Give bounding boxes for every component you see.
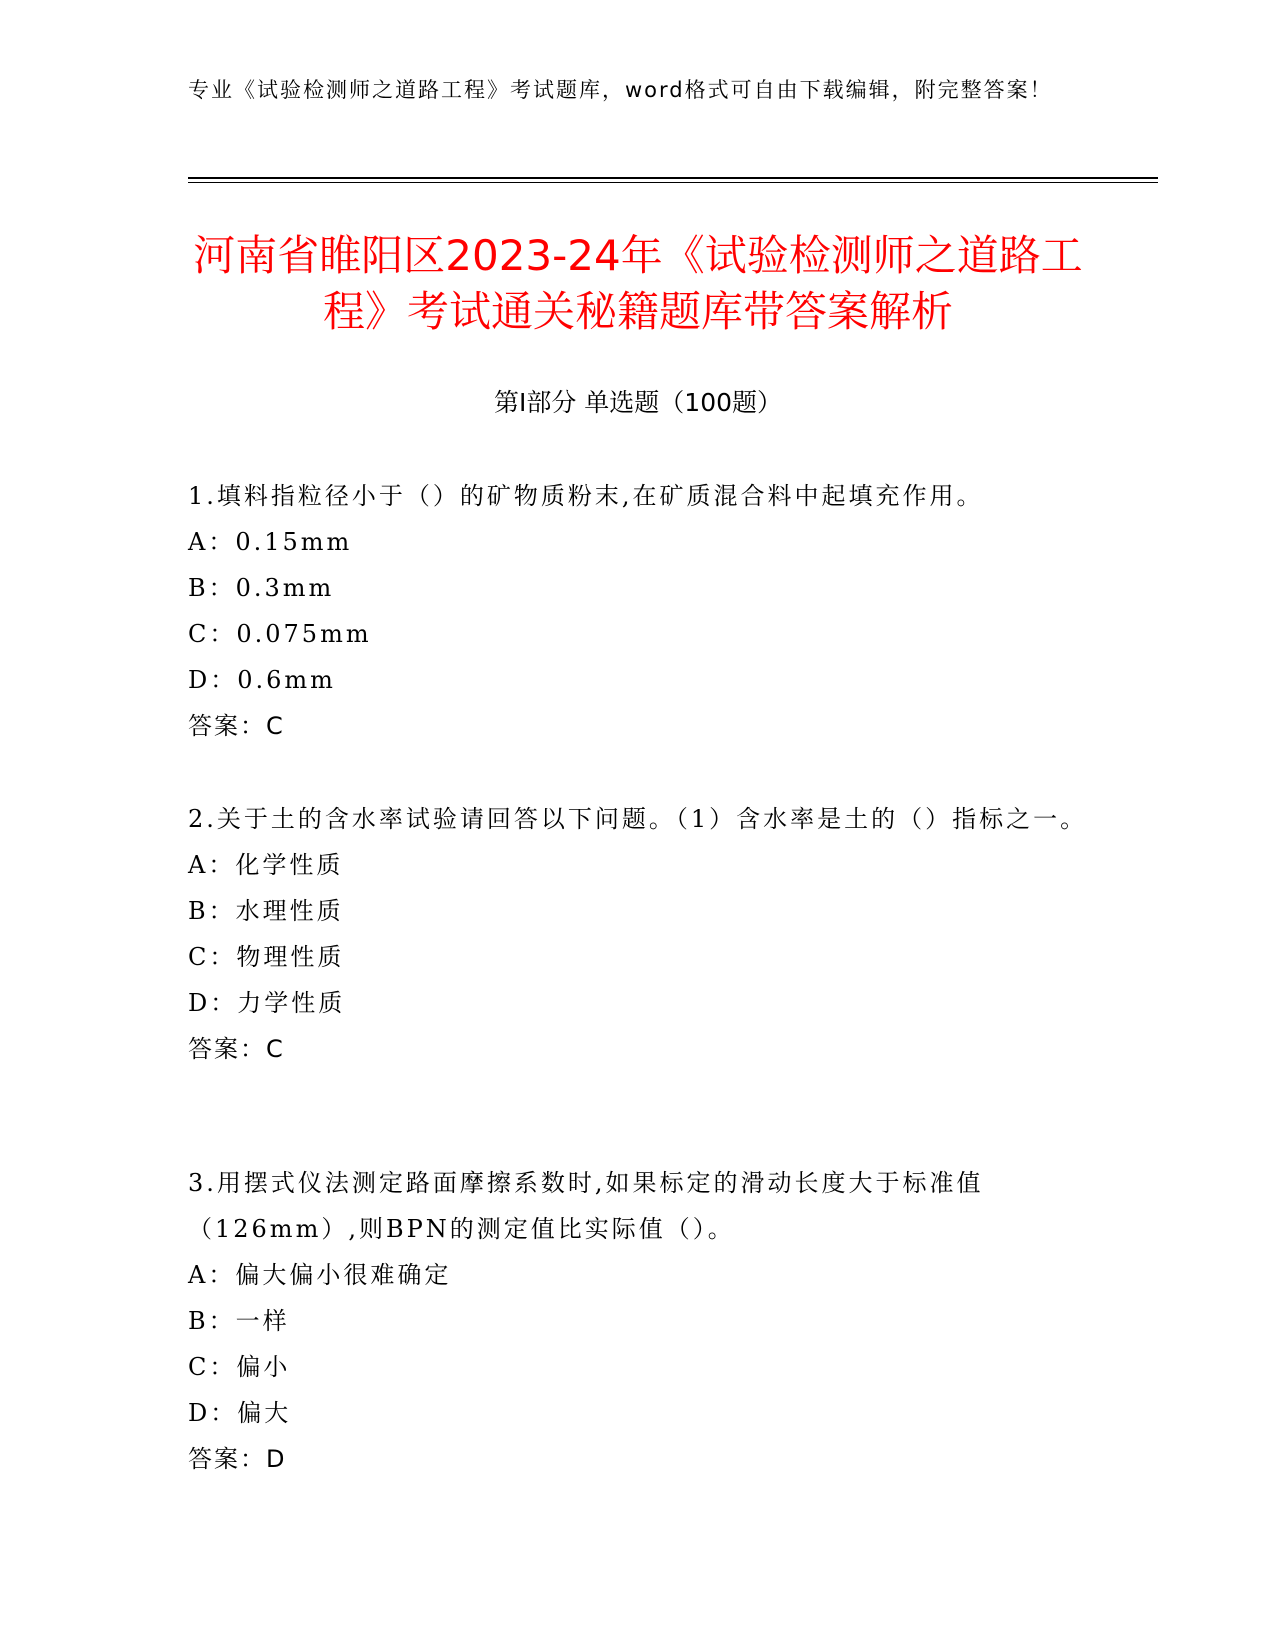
option-c: C：0.075mm — [188, 620, 372, 648]
question-stem: 1.填料指粒径小于（）的矿物质粉末,在矿质混合料中起填充作用。 — [188, 482, 984, 510]
option-b: B：0.3mm — [188, 574, 335, 602]
question-stem: 2.关于土的含水率试验请回答以下问题。（1）含水率是土的（）指标之一。 — [188, 805, 1088, 833]
option-a: A：偏大偏小很难确定 — [188, 1261, 452, 1289]
option-d: D：偏大 — [188, 1399, 292, 1427]
option-d: D：力学性质 — [188, 989, 346, 1017]
option-c: C：偏小 — [188, 1353, 291, 1381]
option-a: A：化学性质 — [188, 851, 344, 879]
header-note: 专业《试验检测师之道路工程》考试题库，word格式可自由下载编辑，附完整答案！ — [188, 78, 1053, 102]
document-title: 河南省睢阳区2023-24年《试验检测师之道路工程》考试通关秘籍题库带答案解析 — [193, 231, 1083, 336]
answer: 答案：C — [188, 712, 285, 740]
option-a: A：0.15mm — [188, 528, 353, 556]
header-divider-thick — [188, 177, 1158, 179]
answer: 答案：C — [188, 1035, 285, 1063]
answer: 答案：D — [188, 1445, 287, 1473]
question-stem: 3.用摆式仪法测定路面摩擦系数时,如果标定的滑动长度大于标准值（126mm）,则BPN的测定值比实际值（）。 — [188, 1169, 984, 1243]
option-c: C：物理性质 — [188, 943, 345, 971]
question-1 — [188, 473, 1088, 749]
header-divider-thin — [188, 182, 1158, 183]
section-heading: 第Ⅰ部分 单选题（100题） — [493, 388, 783, 417]
option-b: B：一样 — [188, 1307, 290, 1335]
question-3 — [188, 1160, 1088, 1482]
question-2 — [188, 796, 1088, 1072]
option-b: B：水理性质 — [188, 897, 344, 925]
option-d: D：0.6mm — [188, 666, 336, 694]
